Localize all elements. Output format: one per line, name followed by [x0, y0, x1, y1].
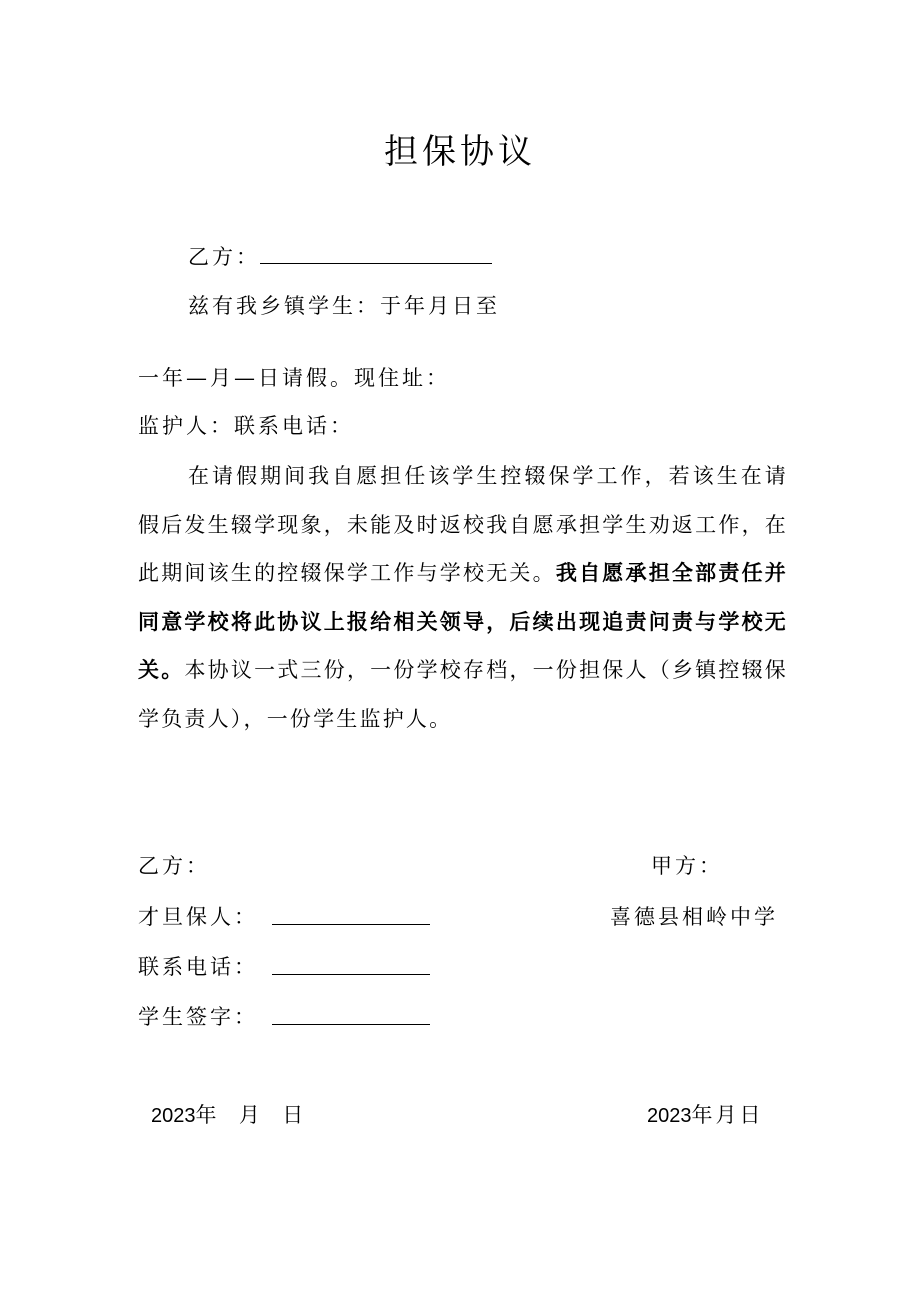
guarantor-label: 才旦保人：	[138, 905, 258, 929]
guardian-line: 监护人：联系电话：	[138, 414, 354, 438]
leave-period-line: 一年—月—日请假。现住址：	[138, 366, 450, 390]
guarantor-row	[138, 901, 258, 931]
agreement-body	[138, 452, 788, 743]
date-left-year: 2023	[151, 1105, 196, 1127]
date-left	[151, 1099, 306, 1129]
intro-line: 兹有我乡镇学生：于年月日至	[188, 294, 500, 318]
phone-row	[138, 951, 258, 981]
party-b-blank[interactable]	[260, 243, 492, 264]
phone-blank[interactable]	[272, 954, 430, 975]
student-sign-blank[interactable]	[272, 1004, 430, 1025]
document-title: 担保协议	[384, 132, 536, 172]
body-text-1: 在请假期间我自愿担任该学生控辍保学工作，若该生在请假后发生辍学现象，未能及时返校我自愿承担学生劝返工作，在此期间该生的控辍保学工作与学校无关。	[138, 464, 788, 585]
date-right	[647, 1099, 764, 1129]
party-b-label: 乙方：	[188, 245, 260, 269]
date-left-rest: 年 月 日	[195, 1103, 307, 1127]
date-right-year: 2023	[647, 1105, 692, 1127]
student-sign-label: 学生签字：	[138, 1005, 258, 1029]
signature-party-b: 乙方：	[138, 854, 210, 878]
school-name: 喜德县相岭中学	[610, 905, 778, 929]
body-bold-text: 我自愿承担全部责任并同意学校将此协议上报给相关领导，后续出现追责问责与学校无关。	[138, 560, 788, 682]
party-b-header	[188, 241, 492, 271]
signature-party-a: 甲方：	[651, 854, 723, 878]
phone-label: 联系电话：	[138, 955, 258, 979]
body-text-2: 本协议一式三份，一份学校存档，一份担保人（乡镇控辍保学负责人），一份学生监护人。	[138, 658, 788, 731]
student-sign-row	[138, 1001, 258, 1031]
guarantor-blank[interactable]	[272, 904, 430, 925]
date-right-rest: 年月日	[691, 1103, 764, 1127]
